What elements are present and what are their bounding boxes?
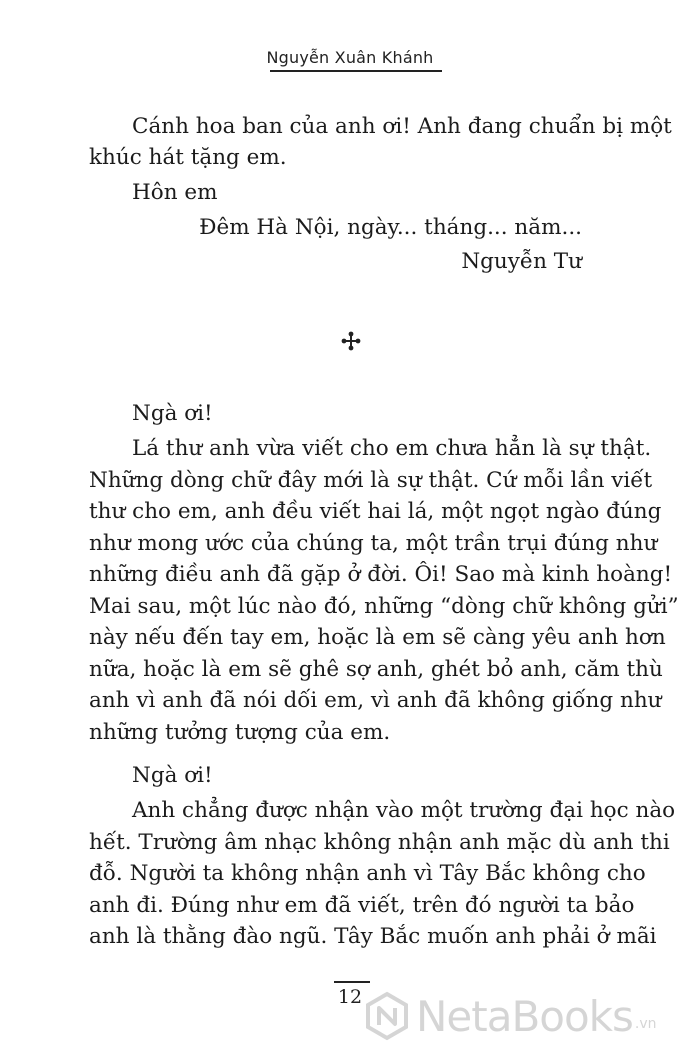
letter2-paragraph-2	[89, 795, 676, 953]
paragraph-line: Mai sau, một lúc nào đó, những “dòng chữ không gửi”	[89, 593, 679, 619]
watermark-suffix: .vn	[634, 1016, 657, 1032]
letter1-paragraph-line: khúc hát tặng em.	[89, 145, 287, 170]
letter1-dateline: Đêm Hà Nội, ngày... tháng... năm...	[199, 215, 582, 240]
paragraph-line: những tưởng tượng của em.	[89, 719, 391, 745]
watermark-brand: NetaBooks	[416, 991, 633, 1041]
letter2-greeting: Ngà ơi!	[132, 401, 213, 426]
letter2-greeting-2: Ngà ơi!	[132, 763, 213, 788]
paragraph-line: này nếu đến tay em, hoặc là em sẽ càng yêu anh hơn	[89, 625, 666, 650]
paragraph-line: như mong ước của chúng ta, một trần trụi đúng như	[89, 530, 658, 556]
paragraph-line: anh vì anh đã nói dối em, vì anh đã không giống như	[89, 688, 662, 713]
paragraph-line: nữa, hoặc là em sẽ ghê sợ anh, ghét bỏ anh, căm thù	[89, 656, 663, 682]
letter1-paragraph-line: Cánh hoa ban của anh ơi! Anh đang chuẩn bị một	[132, 114, 672, 139]
letter2-paragraph-1	[89, 433, 679, 748]
header-rule	[270, 70, 442, 72]
paragraph-line: Anh chẳng được nhận vào một trường đại học nào	[132, 798, 676, 823]
paragraph-line: anh đi. Đúng như em đã viết, trên đó người ta bảo	[89, 892, 635, 918]
paragraph-line: Những dòng chữ đây mới là sự thật. Cứ mỗi lần viết	[89, 467, 653, 493]
paragraph-line: thư cho em, anh đều viết hai lá, một ngọt ngào đúng	[89, 499, 662, 524]
page-number-rule	[334, 981, 370, 983]
running-header: Nguyễn Xuân Khánh	[266, 48, 434, 67]
letter1-signature: Nguyễn Tư	[461, 249, 582, 274]
page-number: 12	[337, 986, 363, 1008]
paragraph-line: những điều anh đã gặp ở đời. Ôi! Sao mà kinh hoàng!	[89, 562, 673, 587]
paragraph-line: hết. Trường âm nhạc không nhận anh mặc dù anh thi	[89, 829, 670, 855]
netabooks-watermark	[362, 986, 656, 1046]
paragraph-line: Lá thư anh vừa viết cho em chưa hẳn là sự thật.	[132, 436, 652, 461]
letter1-closing: Hôn em	[132, 180, 218, 205]
netabooks-logo-icon	[362, 991, 412, 1041]
section-ornament-icon	[340, 330, 362, 352]
paragraph-line: anh là thằng đào ngũ. Tây Bắc muốn anh phải ở mãi	[89, 924, 657, 949]
letter1-second-line-wrapper	[89, 142, 287, 173]
paragraph-line: đỗ. Người ta không nhận anh vì Tây Bắc không cho	[89, 861, 646, 886]
